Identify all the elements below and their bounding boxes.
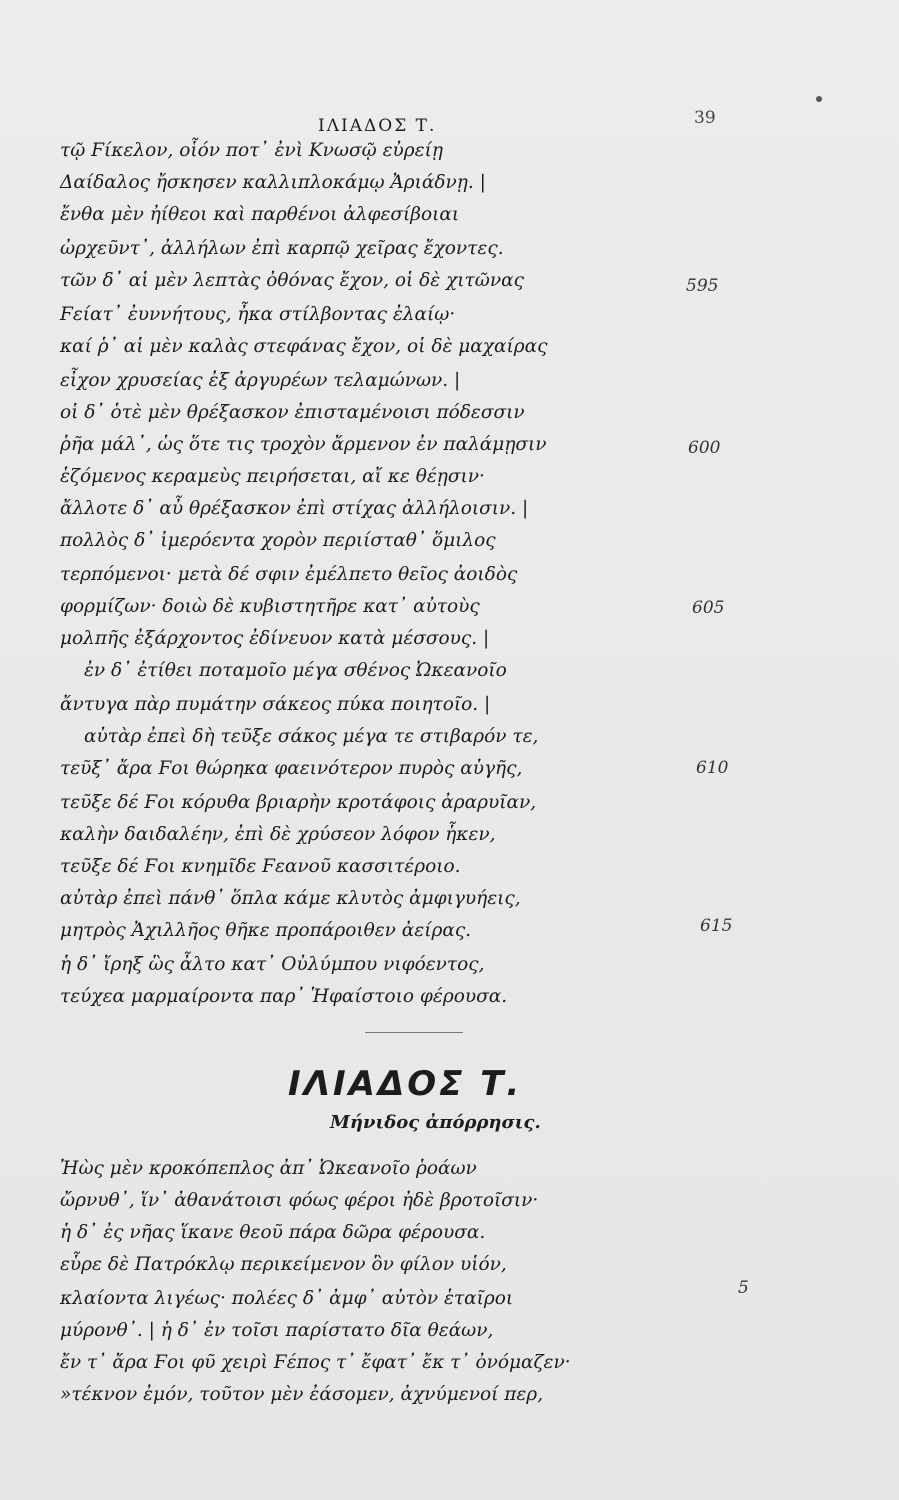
verse-line: ἄλλοτε δ᾽ αὖ θρέξασκον ἐπὶ στίχας ἀλλήλοισιν. | <box>60 498 529 519</box>
verse-line: τῷ Ϝίκελον, οἷόν ποτ᾽ ἐνὶ Κνωσῷ εὐρείῃ <box>60 140 443 161</box>
line-number: 595 <box>686 276 719 296</box>
line-number: 610 <box>696 758 729 778</box>
verse-line: μύρονθ᾽. | ἡ δ᾽ ἐν τοῖσι παρίστατο δῖα θεάων, <box>60 1320 494 1341</box>
verse-line: ἔνθα μὲν ἠίθεοι καὶ παρθένοι ἀλφεσίβοιαι <box>60 204 460 225</box>
book-title: ΙΛΙΑΔΟΣ Τ. <box>288 1064 523 1104</box>
verse-line: ἔν τ᾽ ἄρα Ϝοι φῦ χειρὶ Ϝέπος τ᾽ ἔφατ᾽ ἔκ τ᾽ ὀνόμαζεν· <box>60 1352 571 1373</box>
verse-line: κλαίοντα λιγέως· πολέες δ᾽ ἀμφ᾽ αὐτὸν ἑταῖροι <box>60 1288 514 1309</box>
verse-line: τεύχεα μαρμαίροντα παρ᾽ Ἡφαίστοιο φέρουσα. <box>60 986 508 1007</box>
verse-line: ἑζόμενος κεραμεὺς πειρήσεται, αἴ κε θέῃσιν· <box>60 466 485 487</box>
line-number: 5 <box>738 1278 749 1298</box>
verse-line: τερπόμενοι· μετὰ δέ σφιν ἐμέλπετο θεῖος ἀοιδὸς <box>60 564 518 585</box>
verse-line: αὐτὰρ ἐπεὶ δὴ τεῦξε σάκος μέγα τε στιβαρόν τε, <box>84 726 539 747</box>
verse-line: πολλὸς δ᾽ ἱμερόεντα χορὸν περιίσταθ᾽ ὅμιλος <box>60 530 496 551</box>
verse-line: τῶν δ᾽ αἱ μὲν λεπτὰς ὀθόνας ἔχον, οἱ δὲ χιτῶνας <box>60 270 524 291</box>
verse-line: μολπῆς ἐξάρχοντος ἐδίνευον κατὰ μέσσους. | <box>60 628 490 649</box>
verse-line: »τέκνον ἐμόν, τοῦτον μὲν ἐάσομεν, ἀχνύμενοί περ, <box>60 1384 544 1405</box>
section-divider <box>365 1032 463 1033</box>
verse-line: ἡ δ᾽ ἐς νῆας ἵκανε θεοῦ πάρα δῶρα φέρουσα. <box>60 1222 486 1243</box>
verse-line: Δαίδαλος ἤσκησεν καλλιπλοκάμῳ Ἀριάδνῃ. | <box>60 172 486 193</box>
verse-line: μητρὸς Ἀχιλλῆος θῆκε προπάροιθεν ἀείρας. <box>60 920 472 941</box>
line-number: 615 <box>700 916 733 936</box>
line-number: 600 <box>688 438 721 458</box>
line-number: 605 <box>692 598 725 618</box>
verse-line: ἄντυγα πὰρ πυμάτην σάκεος πύκα ποιητοῖο. | <box>60 694 491 715</box>
book-subtitle: Μήνιδος ἀπόρρησις. <box>330 1112 541 1133</box>
verse-line: ὠρχεῦντ᾽, ἀλλήλων ἐπὶ καρπῷ χεῖρας ἔχοντες. <box>60 238 504 259</box>
verse-line: Ἠὼς μὲν κροκόπεπλος ἀπ᾽ Ὠκεανοῖο ῥοάων <box>60 1158 477 1179</box>
ink-spot <box>816 96 822 102</box>
verse-line: εἶχον χρυσείας ἐξ ἀργυρέων τελαμώνων. | <box>60 370 461 391</box>
verse-line: καί ῥ᾽ αἱ μὲν καλὰς στεφάνας ἔχον, οἱ δὲ μαχαίρας <box>60 336 548 357</box>
verse-line: εὗρε δὲ Πατρόκλῳ περικείμενον ὃν φίλον υἱόν, <box>60 1254 507 1275</box>
verse-line: αὐτὰρ ἐπεὶ πάνθ᾽ ὅπλα κάμε κλυτὸς ἀμφιγυήεις, <box>60 888 521 909</box>
page-number: 39 <box>694 108 716 128</box>
verse-line: Ϝείατ᾽ ἐυννήτους, ἦκα στίλβοντας ἐλαίῳ· <box>60 304 456 325</box>
verse-line: ῥῆα μάλ᾽, ὡς ὅτε τις τροχὸν ἄρμενον ἐν παλάμῃσιν <box>60 434 547 455</box>
verse-line: φορμίζων· δοιὼ δὲ κυβιστητῆρε κατ᾽ αὐτοὺς <box>60 596 480 617</box>
verse-line: ἐν δ᾽ ἐτίθει ποταμοῖο μέγα σθένος Ὠκεανοῖο <box>84 660 507 681</box>
verse-line: ἡ δ᾽ ἴρηξ ὣς ἆλτο κατ᾽ Οὐλύμπου νιφόεντος, <box>60 954 485 975</box>
verse-line: ὤρνυθ᾽, ἵν᾽ ἀθανάτοισι φόως φέροι ἠδὲ βροτοῖσιν· <box>60 1190 539 1211</box>
verse-line: τεῦξ᾽ ἄρα Ϝοι θώρηκα φαεινότερον πυρὸς αὐγῆς, <box>60 758 523 779</box>
verse-line: καλὴν δαιδαλέην, ἐπὶ δὲ χρύσεον λόφον ἧκεν, <box>60 824 496 845</box>
verse-line: τεῦξε δέ Ϝοι κνημῖδε Ϝεανοῦ κασσιτέροιο. <box>60 856 461 877</box>
verse-line: οἱ δ᾽ ὁτὲ μὲν θρέξασκον ἐπισταμένοισι πόδεσσιν <box>60 402 525 423</box>
running-title: ΙΛΙΑΔΟΣ Τ. <box>318 116 437 136</box>
verse-line: τεῦξε δέ Ϝοι κόρυθα βριαρὴν κροτάφοις ἀραρυῖαν, <box>60 792 537 813</box>
